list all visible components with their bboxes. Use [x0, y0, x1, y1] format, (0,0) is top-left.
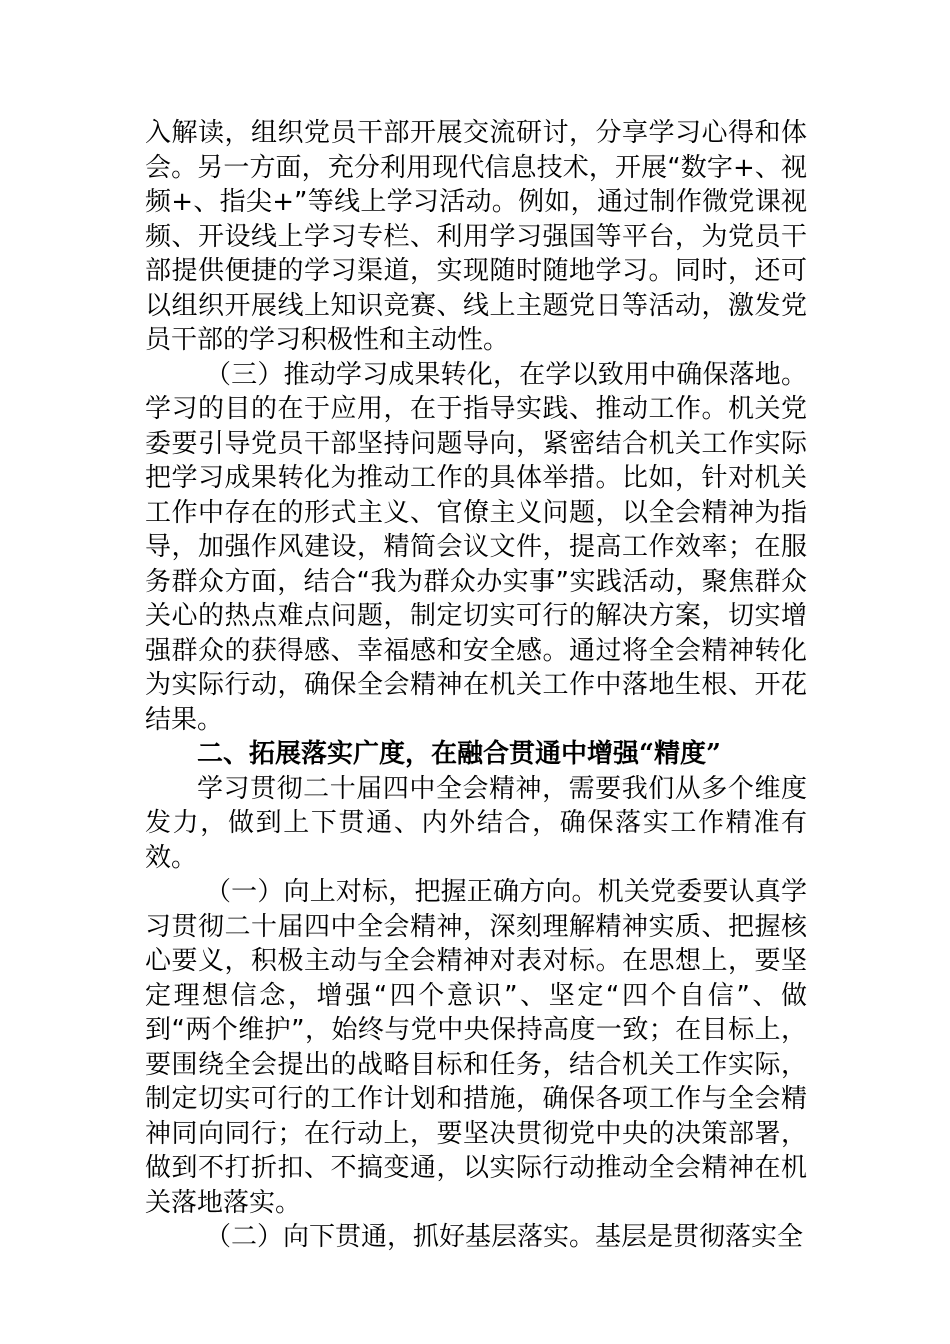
- paragraph-subsection-1-upward-alignment: （一）向上对标，把握正确方向。机关党委要认真学习贯彻二十届四中全会精神，深刻理解精神实质、把握核心要义，积极主动与全会精神对表对标。在思想上，要坚定理想信念，增强“四个意识”、坚定“四个自信”、做到“两个维护”，始终与党中央保持高度一致；在目标上，要围绕全会提出的战略目标和任务，结合机关工作实际，制定切实可行的工作计划和措施，确保各项工作与全会精神同向同行；在行动上，要坚决贯彻党中央的决策部署，做到不打折扣、不搞变通，以实际行动推动全会精神在机关落地落实。: [145, 877, 807, 1218]
- paragraph-section-3-results-transformation: （三）推动学习成果转化，在学以致用中确保落地。学习的目的在于应用，在于指导实践、推动工作。机关党委要引导党员干部坚持问题导向，紧密结合机关工作实际把学习成果转化为推动工作的具体举措。比如，针对机关工作中存在的形式主义、官僚主义问题，以全会精神为指导，加强作风建设，精简会议文件，提高工作效率；在服务群众方面，结合“我为群众办实事”实践活动，聚焦群众关心的热点难点问题，制定切实可行的解决方案，切实增强群众的获得感、幸福感和安全感。通过将全会精神转化为实际行动，确保全会精神在机关工作中落地生根、开花结果。: [145, 359, 807, 735]
- paragraph-online-learning: 入解读，组织党员干部开展交流研讨，分享学习心得和体会。另一方面，充分利用现代信息技术，开展“数字+、视频+、指尖+”等线上学习活动。例如，通过制作微党课视频、开设线上学习专栏、利用学习强国等平台，为党员干部提供便捷的学习渠道，实现随时随地学习。同时，还可以组织开展线上知识竞赛、线上主题党日等活动，激发党员干部的学习积极性和主动性。: [145, 118, 807, 355]
- paragraph-subsection-2-downward: （二）向下贯通，抓好基层落实。基层是贯彻落实全: [205, 1222, 804, 1252]
- heading-section-two: 二、拓展落实广度，在融合贯通中增强“精度”: [197, 739, 721, 769]
- document-body: [145, 116, 807, 1255]
- paragraph-section-two-intro: 学习贯彻二十届四中全会精神，需要我们从多个维度发力，做到上下贯通、内外结合，确保落实工作精准有效。: [145, 773, 807, 873]
